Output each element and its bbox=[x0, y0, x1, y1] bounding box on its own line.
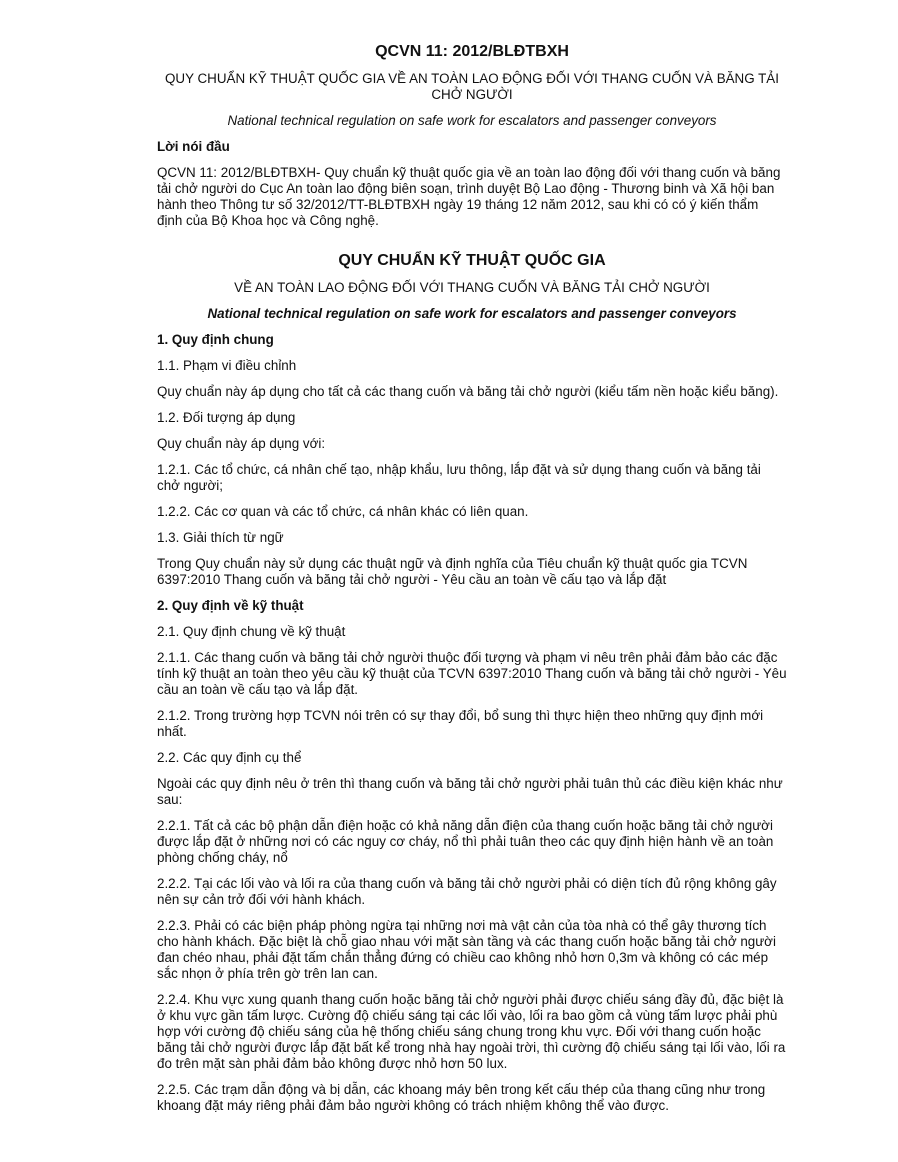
paragraph: Ngoài các quy định nêu ở trên thì thang cuốn và băng tải chở người phải tuân thủ các điều kiện khác như sau: bbox=[157, 776, 783, 807]
section-heading: 2. Quy định về kỹ thuật bbox=[157, 598, 304, 613]
paragraph: 2.1.2. Trong trường hợp TCVN nói trên có sự thay đổi, bổ sung thì thực hiện theo những quy định mới nhất. bbox=[157, 708, 764, 739]
paragraph: 2.1. Quy định chung về kỹ thuật bbox=[157, 624, 346, 639]
paragraph: 2.2.4. Khu vực xung quanh thang cuốn hoặc băng tải chở người phải được chiếu sáng đầy đủ, đặc biệt là ở khu vực gần tấm lược. Cường độ chiếu sáng tại các lối vào, lối ra bao gồm cả vùng tấm lược phải phù hợp với cường độ chiếu sáng của hệ thống chiếu sáng chung trong khu vực. Đối với thang cuốn hoặc băng tải chở người được lắp đặt bất kể trong nhà hay ngoài trời, thì cường độ chiếu sáng tại lối vào, lối ra đo trên mặt sàn phải đảm bảo không được nhỏ hơn 50 lux. bbox=[157, 992, 786, 1071]
paragraph: 1.1. Phạm vi điều chỉnh bbox=[157, 358, 297, 373]
paragraph: Quy chuẩn này áp dụng với: bbox=[157, 436, 326, 451]
paragraph: Quy chuẩn này áp dụng cho tất cả các thang cuốn và băng tải chở người (kiểu tấm nền hoặc kiểu băng). bbox=[157, 384, 779, 399]
paragraph: 1.2.1. Các tổ chức, cá nhân chế tạo, nhập khẩu, lưu thông, lắp đặt và sử dụng thang cuốn và băng tải chở người; bbox=[157, 462, 761, 493]
document-title-vi: QUY CHUẨN KỸ THUẬT QUỐC GIA VỀ AN TOÀN LAO ĐỘNG ĐỐI VỚI THANG CUỐN VÀ BĂNG TẢI CHỞ NGƯỜI bbox=[165, 71, 779, 102]
paragraph: Trong Quy chuẩn này sử dụng các thuật ngữ và định nghĩa của Tiêu chuẩn kỹ thuật quốc gia TCVN 6397:2010 Thang cuốn và băng tải chở người - Yêu cầu an toàn về cấu tạo và lắp đặt bbox=[157, 556, 748, 587]
paragraph: 2.1.1. Các thang cuốn và băng tải chở người thuộc đối tượng và phạm vi nêu trên phải đảm bảo các đặc tính kỹ thuật an toàn theo yêu cầu kỹ thuật của TCVN 6397:2010 Thang cuốn và băng tải chở người - Yêu cầu an toàn về cấu tạo và lắp đặt. bbox=[157, 650, 787, 697]
paragraph: 1.2.2. Các cơ quan và các tổ chức, cá nhân khác có liên quan. bbox=[157, 504, 529, 519]
document-page bbox=[157, 42, 787, 1124]
main-title: QUY CHUẨN KỸ THUẬT QUỐC GIA bbox=[338, 252, 606, 269]
paragraph: 2.2.2. Tại các lối vào và lối ra của thang cuốn và băng tải chở người phải có diện tích đủ rộng không gây nên sự cản trở đối với hành khách. bbox=[157, 876, 777, 907]
regulation-body bbox=[157, 332, 787, 1114]
paragraph: 2.2.5. Các trạm dẫn động và bị dẫn, các khoang máy bên trong kết cấu thép của thang cũng như trong khoang đặt máy riêng phải đảm bảo người không có trách nhiệm không thể vào được. bbox=[157, 1082, 766, 1113]
paragraph: 2.2.3. Phải có các biện pháp phòng ngừa tại những nơi mà vật cản của tòa nhà có thể gây thương tích cho hành khách. Đặc biệt là chỗ giao nhau với mặt sàn tầng và các thang cuốn hoặc băng tải chở người đan chéo nhau, phải đặt tấm chắn thẳng đứng có chiều cao không nhỏ hơn 0,3m và không có các mép sắc nhọn ở phía trên gờ trên lan can. bbox=[157, 918, 776, 981]
section-heading: 1. Quy định chung bbox=[157, 332, 274, 347]
main-subtitle: VỀ AN TOÀN LAO ĐỘNG ĐỐI VỚI THANG CUỐN VÀ BĂNG TẢI CHỞ NGƯỜI bbox=[234, 280, 710, 295]
paragraph: 1.2. Đối tượng áp dụng bbox=[157, 410, 296, 425]
paragraph: 2.2. Các quy định cụ thể bbox=[157, 750, 302, 765]
main-title-en: National technical regulation on safe work for escalators and passenger conveyors bbox=[207, 306, 737, 321]
foreword-heading: Lời nói đầu bbox=[157, 139, 230, 154]
paragraph: 2.2.1. Tất cả các bộ phận dẫn điện hoặc có khả năng dẫn điện của thang cuốn hoặc băng tải chở người được lắp đặt ở những nơi có các nguy cơ cháy, nổ thì phải tuân theo các quy định hiện hành về an toàn phòng chống cháy, nổ bbox=[157, 818, 774, 865]
document-code: QCVN 11: 2012/BLĐTBXH bbox=[375, 43, 569, 60]
foreword-text: QCVN 11: 2012/BLĐTBXH- Quy chuẩn kỹ thuật quốc gia về an toàn lao động đối với thang cuốn và băng tải chở người do Cục An toàn lao động biên soạn, trình duyệt Bộ Lao động - Thương binh và Xã hội ban hành theo Thông tư số 32/2012/TT-BLĐTBXH ngày 19 tháng 12 năm 2012, sau khi có có ý kiến thẩm định của Bộ Khoa học và Công nghệ. bbox=[157, 165, 781, 228]
document-title-en: National technical regulation on safe work for escalators and passenger conveyors bbox=[227, 113, 717, 128]
paragraph: 1.3. Giải thích từ ngữ bbox=[157, 530, 284, 545]
